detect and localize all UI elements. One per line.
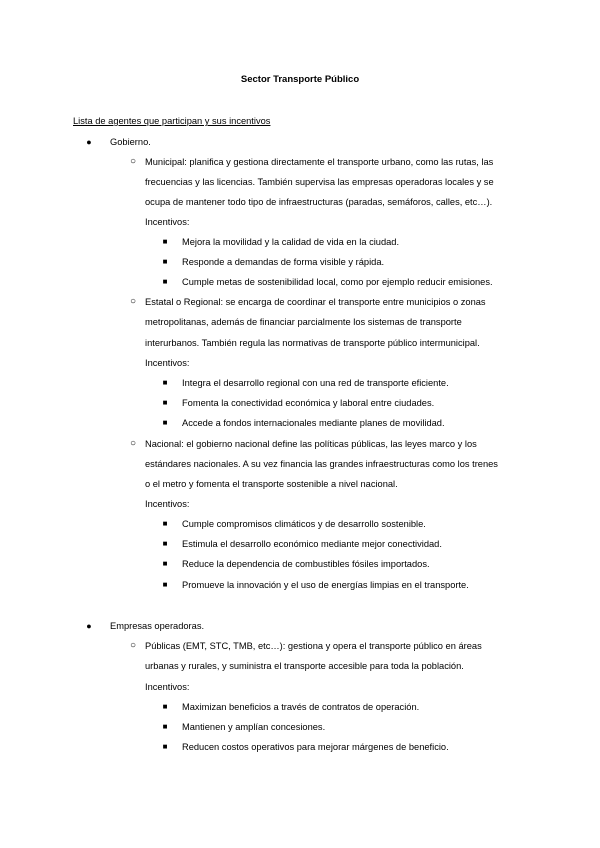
bullet-l3-icon: ■	[162, 257, 168, 266]
incentivo-item: Accede a fondos internacionales mediante planes de movilidad.	[182, 418, 445, 428]
nacional-text-line: estándares nacionales. A su vez financia las grandes infraestructuras como los trenes	[145, 459, 498, 469]
incentivos-label: Incentivos:	[145, 358, 190, 368]
bullet-l3-icon: ■	[162, 742, 168, 751]
incentivo-item: Responde a demandas de forma visible y rápida.	[182, 257, 385, 267]
incentivo-item: Maximizan beneficios a través de contratos de operación.	[182, 702, 420, 712]
municipal-text-line: Municipal: planifica y gestiona directamente el transporte urbano, como las rutas, las	[145, 157, 494, 167]
municipal-text-line: frecuencias y las licencias. También supervisa las empresas operadoras locales y se	[145, 177, 494, 187]
nacional-text-line: o el metro y fomenta el transporte sostenible a nivel nacional.	[145, 479, 398, 489]
municipal-text-line: ocupa de mantener todo tipo de infraestructuras (paradas, semáforos, calles, etc…).	[145, 197, 493, 207]
bullet-l3-icon: ■	[162, 539, 168, 548]
bullet-l3-icon: ■	[162, 277, 168, 286]
bullet-l2-icon: ○	[129, 640, 137, 651]
gobierno-label: Gobierno.	[110, 137, 151, 147]
incentivo-item: Estimula el desarrollo económico mediante mejor conectividad.	[182, 539, 442, 549]
incentivo-item: Cumple metas de sostenibilidad local, como por ejemplo reducir emisiones.	[182, 277, 493, 287]
section-heading: Lista de agentes que participan y sus incentivos	[73, 116, 271, 126]
bullet-l3-icon: ■	[162, 418, 168, 427]
incentivos-label: Incentivos:	[145, 217, 190, 227]
regional-text-line: interurbanos. También regula las normativas de transporte público intermunicipal.	[145, 338, 480, 348]
incentivo-item: Fomenta la conectividad económica y laboral entre ciudades.	[182, 398, 435, 408]
incentivo-item: Cumple compromisos climáticos y de desarrollo sostenible.	[182, 519, 426, 529]
incentivo-item: Reduce la dependencia de combustibles fósiles importados.	[182, 559, 430, 569]
incentivo-item: Reducen costos operativos para mejorar márgenes de beneficio.	[182, 742, 449, 752]
bullet-l2-icon: ○	[129, 156, 137, 167]
bullet-l3-icon: ■	[162, 722, 168, 731]
incentivos-label: Incentivos:	[145, 682, 190, 692]
incentivo-item: Integra el desarrollo regional con una red de transporte eficiente.	[182, 378, 449, 388]
document-title: Sector Transporte Público	[240, 74, 360, 85]
bullet-l3-icon: ■	[162, 580, 168, 589]
bullet-l3-icon: ■	[162, 559, 168, 568]
incentivo-item: Promueve la innovación y el uso de energías limpias en el transporte.	[182, 580, 469, 590]
bullet-l3-icon: ■	[162, 398, 168, 407]
bullet-l1-icon: ●	[86, 137, 92, 147]
publicas-text-line: urbanas y rurales, y suministra el transporte accesible para toda la población.	[145, 661, 464, 671]
publicas-text-line: Públicas (EMT, STC, TMB, etc…): gestiona y opera el transporte público en áreas	[145, 641, 482, 651]
bullet-l2-icon: ○	[129, 438, 137, 449]
bullet-l3-icon: ■	[162, 378, 168, 387]
bullet-l3-icon: ■	[162, 519, 168, 528]
nacional-text-line: Nacional: el gobierno nacional define las políticas públicas, las leyes marco y los	[145, 439, 477, 449]
regional-text-line: Estatal o Regional: se encarga de coordinar el transporte entre municipios o zonas	[145, 297, 486, 307]
bullet-l3-icon: ■	[162, 702, 168, 711]
incentivo-item: Mejora la movilidad y la calidad de vida en la ciudad.	[182, 237, 400, 247]
bullet-l1-icon: ●	[86, 621, 92, 631]
empresas-label: Empresas operadoras.	[110, 621, 205, 631]
incentivos-label: Incentivos:	[145, 499, 190, 509]
regional-text-line: metropolitanas, además de financiar parcialmente los sistemas de transporte	[145, 317, 462, 327]
bullet-l3-icon: ■	[162, 237, 168, 246]
incentivo-item: Mantienen y amplían concesiones.	[182, 722, 326, 732]
bullet-l2-icon: ○	[129, 296, 137, 307]
